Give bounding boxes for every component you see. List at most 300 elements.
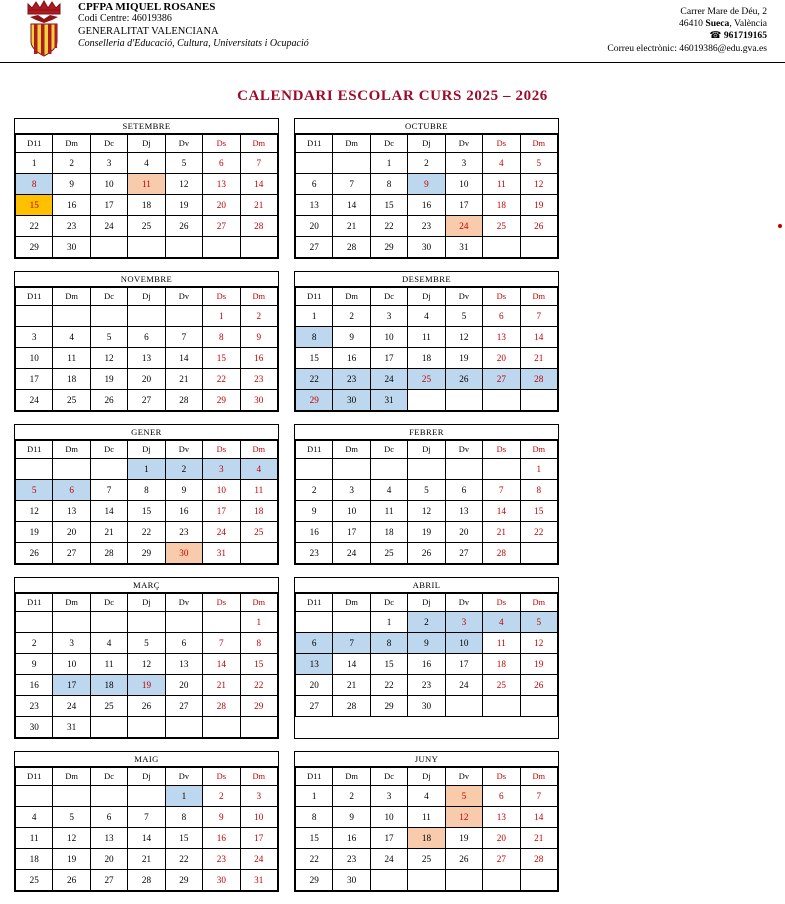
weekday-header: Ds — [483, 441, 520, 459]
day-cell: 1 — [16, 153, 53, 174]
day-cell: 16 — [53, 195, 90, 216]
day-cell: 6 — [128, 327, 165, 348]
day-cell: 10 — [333, 501, 370, 522]
day-cell: 10 — [203, 480, 240, 501]
day-cell: 17 — [53, 675, 90, 696]
day-cell: 9 — [53, 174, 90, 195]
day-cell: 27 — [483, 849, 520, 870]
month-name: SETEMBRE — [15, 119, 278, 134]
empty-cell — [483, 237, 520, 258]
day-cell: 3 — [16, 327, 53, 348]
month-name: FEBRER — [295, 425, 558, 440]
day-cell: 31 — [370, 390, 407, 411]
week-row — [296, 480, 558, 501]
week-row — [296, 153, 558, 174]
day-cell: 21 — [165, 369, 202, 390]
weekday-header: Dm — [520, 594, 557, 612]
weekday-header: Dj — [128, 768, 165, 786]
day-cell: 3 — [445, 612, 482, 633]
day-cell: 6 — [483, 786, 520, 807]
empty-cell — [165, 237, 202, 258]
empty-cell — [333, 153, 370, 174]
day-cell: 20 — [296, 216, 333, 237]
weekday-header: Dj — [408, 594, 445, 612]
day-cell: 22 — [16, 216, 53, 237]
empty-cell — [296, 153, 333, 174]
day-cell: 11 — [483, 174, 520, 195]
day-cell: 30 — [165, 543, 202, 564]
month-table — [295, 287, 558, 411]
day-cell: 26 — [16, 543, 53, 564]
empty-cell — [240, 543, 277, 564]
empty-cell — [296, 612, 333, 633]
day-cell: 1 — [203, 306, 240, 327]
day-cell: 25 — [483, 675, 520, 696]
day-cell: 17 — [445, 195, 482, 216]
day-cell: 7 — [240, 153, 277, 174]
day-cell: 16 — [296, 522, 333, 543]
empty-cell — [520, 237, 557, 258]
day-cell: 23 — [53, 216, 90, 237]
day-cell: 1 — [370, 612, 407, 633]
weekday-header-row — [16, 135, 278, 153]
day-cell: 12 — [445, 807, 482, 828]
day-cell: 5 — [16, 480, 53, 501]
day-cell: 13 — [483, 807, 520, 828]
empty-cell — [240, 237, 277, 258]
day-cell: 28 — [90, 543, 127, 564]
day-cell: 12 — [16, 501, 53, 522]
day-cell: 13 — [90, 828, 127, 849]
empty-cell — [165, 306, 202, 327]
day-cell: 2 — [16, 633, 53, 654]
week-row — [16, 870, 278, 891]
day-cell: 30 — [333, 390, 370, 411]
day-cell: 12 — [90, 348, 127, 369]
week-row — [296, 633, 558, 654]
day-cell: 24 — [203, 522, 240, 543]
day-cell: 21 — [128, 849, 165, 870]
weekday-header: Dj — [408, 441, 445, 459]
day-cell: 11 — [240, 480, 277, 501]
day-cell: 5 — [520, 153, 557, 174]
week-row — [16, 237, 278, 258]
day-cell: 28 — [165, 390, 202, 411]
day-cell: 18 — [483, 654, 520, 675]
day-cell: 25 — [53, 390, 90, 411]
empty-cell — [445, 696, 482, 717]
day-cell: 9 — [16, 654, 53, 675]
day-cell: 12 — [128, 654, 165, 675]
day-cell: 2 — [53, 153, 90, 174]
day-cell: 26 — [53, 870, 90, 891]
day-cell: 20 — [445, 522, 482, 543]
day-cell: 7 — [165, 327, 202, 348]
day-cell: 6 — [483, 306, 520, 327]
empty-cell — [408, 870, 445, 891]
empty-cell — [520, 696, 557, 717]
day-cell: 11 — [16, 828, 53, 849]
day-cell: 14 — [165, 348, 202, 369]
month-maig — [14, 751, 279, 892]
day-cell: 10 — [240, 807, 277, 828]
week-row — [16, 807, 278, 828]
department-name: Conselleria d'Educació, Cultura, Universitats i Ocupació — [78, 38, 309, 50]
day-cell: 20 — [483, 828, 520, 849]
day-cell: 10 — [370, 807, 407, 828]
day-cell: 13 — [483, 327, 520, 348]
month-febrer — [294, 424, 559, 565]
day-cell: 9 — [333, 807, 370, 828]
weekday-header: Dv — [445, 594, 482, 612]
day-cell: 22 — [296, 369, 333, 390]
week-row — [16, 174, 278, 195]
day-cell: 4 — [408, 306, 445, 327]
organization-block — [78, 1, 309, 51]
week-row — [16, 786, 278, 807]
day-cell: 3 — [53, 633, 90, 654]
day-cell: 10 — [445, 174, 482, 195]
day-cell: 7 — [520, 306, 557, 327]
red-marker-dot — [778, 224, 782, 228]
empty-cell — [483, 870, 520, 891]
day-cell: 1 — [296, 306, 333, 327]
weekday-header: Dc — [370, 441, 407, 459]
month-name: GENER — [15, 425, 278, 440]
day-cell: 19 — [165, 195, 202, 216]
day-cell: 27 — [483, 369, 520, 390]
weekday-header: Dm — [53, 594, 90, 612]
day-cell: 26 — [520, 675, 557, 696]
weekday-header: D11 — [16, 288, 53, 306]
empty-cell — [520, 870, 557, 891]
weekday-header: Dc — [370, 768, 407, 786]
day-cell: 29 — [370, 696, 407, 717]
empty-cell — [90, 717, 127, 738]
month-name: MARÇ — [15, 578, 278, 593]
day-cell: 19 — [408, 522, 445, 543]
day-cell: 29 — [296, 870, 333, 891]
weekday-header: Dc — [90, 594, 127, 612]
day-cell: 23 — [240, 369, 277, 390]
day-cell: 24 — [370, 849, 407, 870]
empty-cell — [128, 306, 165, 327]
day-cell: 23 — [165, 522, 202, 543]
day-cell: 20 — [128, 369, 165, 390]
weekday-header: Dm — [520, 288, 557, 306]
day-cell: 5 — [408, 480, 445, 501]
empty-cell — [53, 306, 90, 327]
day-cell: 17 — [370, 348, 407, 369]
government-name: GENERALITAT VALENCIANA — [78, 25, 219, 37]
month-table — [295, 134, 558, 258]
week-row — [296, 216, 558, 237]
empty-cell — [128, 717, 165, 738]
weekday-header: Dv — [165, 594, 202, 612]
calendar-grid — [14, 118, 574, 904]
empty-cell — [333, 459, 370, 480]
weekday-header: Dc — [90, 441, 127, 459]
week-row — [16, 459, 278, 480]
week-row — [16, 390, 278, 411]
day-cell: 19 — [128, 675, 165, 696]
weekday-header-row — [296, 768, 558, 786]
day-cell: 4 — [483, 153, 520, 174]
day-cell: 30 — [203, 870, 240, 891]
telephone-icon: ☎ — [709, 30, 722, 42]
weekday-header: Dm — [520, 441, 557, 459]
day-cell: 1 — [370, 153, 407, 174]
day-cell: 12 — [165, 174, 202, 195]
week-row — [16, 195, 278, 216]
day-cell: 10 — [370, 327, 407, 348]
day-cell: 11 — [408, 327, 445, 348]
day-cell: 2 — [333, 306, 370, 327]
day-cell: 8 — [240, 633, 277, 654]
day-cell: 17 — [445, 654, 482, 675]
day-cell: 25 — [240, 522, 277, 543]
day-cell: 18 — [408, 828, 445, 849]
day-cell: 9 — [240, 327, 277, 348]
week-row — [296, 327, 558, 348]
day-cell: 16 — [203, 828, 240, 849]
day-cell: 11 — [53, 348, 90, 369]
weekday-header: Ds — [203, 768, 240, 786]
empty-cell — [16, 786, 53, 807]
weekday-header-row — [296, 594, 558, 612]
weekday-header-row — [16, 768, 278, 786]
month-gener — [14, 424, 279, 565]
day-cell: 28 — [333, 696, 370, 717]
empty-cell — [16, 306, 53, 327]
day-cell: 13 — [128, 348, 165, 369]
day-cell: 23 — [408, 216, 445, 237]
weekday-header: D11 — [296, 441, 333, 459]
contact-block — [607, 6, 767, 55]
month-novembre — [14, 271, 279, 412]
day-cell: 19 — [520, 195, 557, 216]
day-cell: 26 — [165, 216, 202, 237]
weekday-header: Ds — [203, 135, 240, 153]
day-cell: 29 — [296, 390, 333, 411]
center-code: Codi Centre: 46019386 — [78, 13, 172, 25]
day-cell: 21 — [333, 675, 370, 696]
day-cell: 30 — [16, 717, 53, 738]
week-row — [296, 849, 558, 870]
week-row — [16, 153, 278, 174]
empty-cell — [16, 612, 53, 633]
weekday-header: Dv — [445, 768, 482, 786]
weekday-header: D11 — [16, 768, 53, 786]
email-line: Correu electrònic: 46019386@edu.gva.es — [607, 42, 767, 54]
day-cell: 13 — [203, 174, 240, 195]
month-abril — [294, 577, 559, 739]
day-cell: 8 — [128, 480, 165, 501]
day-cell: 22 — [203, 369, 240, 390]
week-row — [296, 612, 558, 633]
day-cell: 28 — [520, 369, 557, 390]
week-row — [296, 654, 558, 675]
day-cell: 17 — [370, 828, 407, 849]
day-cell: 27 — [165, 696, 202, 717]
weekday-header: Dv — [165, 768, 202, 786]
day-cell: 8 — [370, 633, 407, 654]
weekday-header: D11 — [296, 594, 333, 612]
weekday-header: Dm — [520, 135, 557, 153]
empty-cell — [240, 717, 277, 738]
day-cell: 28 — [520, 849, 557, 870]
week-row — [296, 501, 558, 522]
day-cell: 24 — [370, 369, 407, 390]
day-cell: 20 — [90, 849, 127, 870]
day-cell: 4 — [240, 459, 277, 480]
phone-line — [607, 30, 767, 42]
day-cell: 30 — [408, 237, 445, 258]
weekday-header: Dm — [520, 768, 557, 786]
day-cell: 23 — [333, 369, 370, 390]
day-cell: 27 — [203, 216, 240, 237]
weekday-header-row — [16, 288, 278, 306]
weekday-header: Dm — [240, 288, 277, 306]
week-row — [16, 543, 278, 564]
day-cell: 30 — [333, 870, 370, 891]
day-cell: 10 — [445, 633, 482, 654]
day-cell: 7 — [333, 174, 370, 195]
weekday-header: Dm — [333, 288, 370, 306]
day-cell: 25 — [128, 216, 165, 237]
day-cell: 29 — [165, 870, 202, 891]
empty-cell — [203, 612, 240, 633]
day-cell: 3 — [333, 480, 370, 501]
day-cell: 19 — [445, 348, 482, 369]
day-cell: 28 — [333, 237, 370, 258]
month-table — [15, 767, 278, 891]
day-cell: 3 — [90, 153, 127, 174]
month-name: ABRIL — [295, 578, 558, 593]
day-cell: 5 — [90, 327, 127, 348]
day-cell: 1 — [240, 612, 277, 633]
weekday-header-row — [296, 135, 558, 153]
day-cell: 4 — [408, 786, 445, 807]
weekday-header: Dm — [333, 768, 370, 786]
day-cell: 6 — [296, 174, 333, 195]
day-cell: 6 — [165, 633, 202, 654]
weekday-header: Dv — [445, 135, 482, 153]
day-cell: 30 — [53, 237, 90, 258]
document-header — [0, 0, 785, 62]
day-cell: 14 — [483, 501, 520, 522]
day-cell: 27 — [296, 696, 333, 717]
day-cell: 9 — [203, 807, 240, 828]
day-cell: 22 — [128, 522, 165, 543]
day-cell: 17 — [203, 501, 240, 522]
month-table — [15, 593, 278, 738]
day-cell: 24 — [445, 675, 482, 696]
week-row — [16, 522, 278, 543]
day-cell: 24 — [445, 216, 482, 237]
weekday-header: Dm — [53, 768, 90, 786]
day-cell: 11 — [483, 633, 520, 654]
week-row — [296, 828, 558, 849]
empty-cell — [165, 612, 202, 633]
day-cell: 12 — [520, 633, 557, 654]
empty-cell — [165, 717, 202, 738]
day-cell: 4 — [53, 327, 90, 348]
weekday-header: D11 — [16, 135, 53, 153]
month-març — [14, 577, 279, 739]
day-cell: 28 — [203, 696, 240, 717]
day-cell: 1 — [128, 459, 165, 480]
day-cell: 17 — [333, 522, 370, 543]
day-cell: 31 — [203, 543, 240, 564]
empty-cell — [128, 786, 165, 807]
day-cell: 26 — [520, 216, 557, 237]
weekday-header: Dc — [90, 768, 127, 786]
day-cell: 16 — [408, 195, 445, 216]
weekday-header: Ds — [203, 594, 240, 612]
week-row — [16, 216, 278, 237]
day-cell: 13 — [53, 501, 90, 522]
address-city: 46410 Sueca, València — [678, 18, 767, 30]
day-cell: 15 — [370, 195, 407, 216]
day-cell: 17 — [240, 828, 277, 849]
day-cell: 8 — [16, 174, 53, 195]
day-cell: 29 — [128, 543, 165, 564]
day-cell: 20 — [165, 675, 202, 696]
month-table — [15, 287, 278, 411]
month-name: OCTUBRE — [295, 119, 558, 134]
weekday-header: Dm — [240, 594, 277, 612]
day-cell: 25 — [483, 216, 520, 237]
empty-cell — [203, 717, 240, 738]
center-name: CPFPA MIQUEL ROSANES — [78, 1, 216, 13]
day-cell: 28 — [483, 543, 520, 564]
day-cell: 5 — [520, 612, 557, 633]
day-cell: 8 — [520, 480, 557, 501]
generalitat-valenciana-crest-icon — [18, 0, 70, 58]
month-table — [295, 440, 558, 564]
day-cell: 23 — [16, 696, 53, 717]
day-cell: 10 — [90, 174, 127, 195]
week-row — [296, 459, 558, 480]
day-cell: 20 — [53, 522, 90, 543]
month-juny — [294, 751, 559, 892]
empty-cell — [370, 870, 407, 891]
week-row — [296, 543, 558, 564]
day-cell: 15 — [165, 828, 202, 849]
empty-cell — [445, 870, 482, 891]
week-row — [296, 306, 558, 327]
day-cell: 20 — [296, 675, 333, 696]
week-row — [16, 654, 278, 675]
month-table — [15, 134, 278, 258]
day-cell: 24 — [53, 696, 90, 717]
day-cell: 11 — [370, 501, 407, 522]
weekday-header: Dm — [53, 288, 90, 306]
day-cell: 15 — [128, 501, 165, 522]
day-cell: 15 — [203, 348, 240, 369]
day-cell: 18 — [53, 369, 90, 390]
day-cell: 11 — [408, 807, 445, 828]
weekday-header: Dv — [445, 441, 482, 459]
day-cell: 7 — [483, 480, 520, 501]
weekday-header: Dm — [240, 441, 277, 459]
weekday-header: D11 — [16, 441, 53, 459]
day-cell: 18 — [483, 195, 520, 216]
week-row — [16, 633, 278, 654]
day-cell: 25 — [370, 543, 407, 564]
empty-cell — [483, 696, 520, 717]
